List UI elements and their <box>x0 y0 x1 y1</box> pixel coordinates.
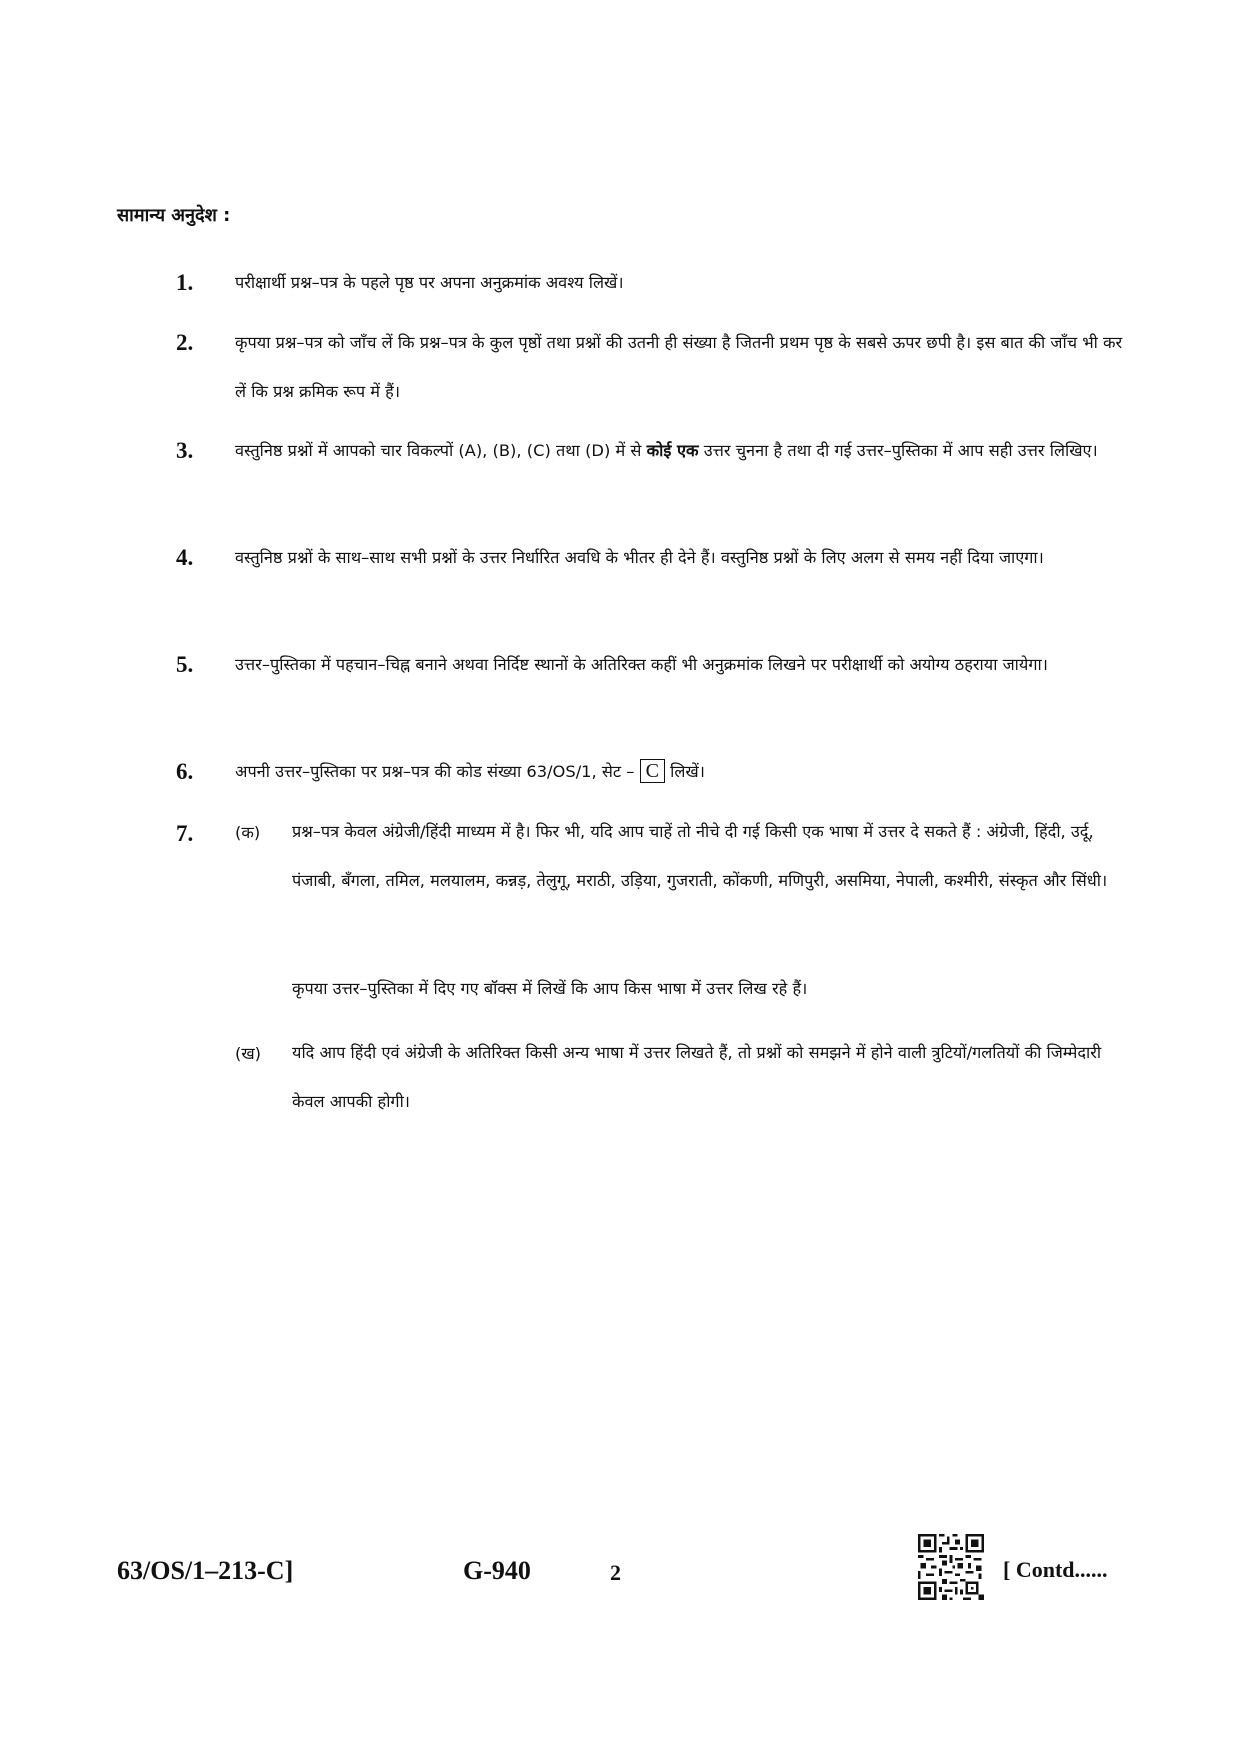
instruction-text-end: लिखें। <box>670 762 705 781</box>
instruction-number: 4. <box>176 545 194 570</box>
page-number: 2 <box>610 1560 621 1585</box>
instruction-number: 1. <box>176 270 194 295</box>
continued-label: [ Contd...... <box>1003 1557 1108 1582</box>
instruction-text: उत्तर–पुस्तिका में पहचान–चिह्न बनाने अथवा निर्दिष्ट स्थानों के अतिरिक्त कहीं भी अनुक्रमांक लिखने पर परीक्षार्थी को अयोग्य ठहराया जायेगा। <box>235 655 1048 674</box>
instruction-number: 2. <box>176 330 194 355</box>
sub-label-ka: (क) <box>235 823 261 842</box>
instruction-text: वस्तुनिष्ठ प्रश्नों के साथ–साथ सभी प्रश्नों के उत्तर निर्धारित अवधि के भीतर ही देने हैं। वस्तुनिष्ठ प्रश्नों के लिए अलग से समय नहीं दिया जाएगा। <box>235 548 1044 567</box>
instruction-text: कृपया प्रश्न–पत्र को जाँच लें कि प्रश्न–पत्र के कुल पृष्ठों तथा प्रश्नों की उतनी ही संख्या है जितनी प्रथम पृष्ठ के सबसे ऊपर छपी है। इस बात की जाँच भी कर लें कि प्रश्न क्रमिक रूप में हैं। <box>235 333 1123 401</box>
instruction-number: 6. <box>176 759 194 784</box>
paper-code: 63/OS/1–213-C] <box>117 1556 294 1585</box>
language-note: कृपया उत्तर–पुस्तिका में दिए गए बॉक्स में लिखें कि आप किस भाषा में उत्तर लिख रहे हैं। <box>292 979 808 998</box>
sub-text-kha: यदि आप हिंदी एवं अंग्रेजी के अतिरिक्त किसी अन्य भाषा में उत्तर लिखते हैं, तो प्रश्नों को समझने में होने वाली त्रुटियों/गलतियों की जिम्मेदारी केवल आपकी होगी। <box>292 1043 1102 1111</box>
instruction-text-end: उत्तर चुनना है तथा दी गई उत्तर–पुस्तिका में आप सही उत्तर लिखिए। <box>703 441 1098 460</box>
instruction-number: 3. <box>176 438 194 463</box>
page-heading: सामान्य अनुदेश : <box>117 205 231 226</box>
instruction-text-emphasis: कोई एक <box>646 441 699 460</box>
instruction-number: 5. <box>176 652 194 677</box>
instruction-number: 7. <box>176 821 194 846</box>
sub-label-kha: (ख) <box>235 1044 262 1063</box>
sub-text-ka: प्रश्न–पत्र केवल अंग्रेजी/हिंदी माध्यम में है। फिर भी, यदि आप चाहें तो नीचे दी गई किसी एक भाषा में उत्तर दे सकते हैं : अंग्रेजी, हिंदी, उर्दू, पंजाबी, बँगला, तमिल, मलयालम, कन्नड़, तेलुगू, मराठी, उड़िया, गुजराती, कोंकणी, मणिपुरी, असमिया, नेपाली, कश्मीरी, संस्कृत और सिंधी। <box>292 822 1108 890</box>
instruction-text <box>235 747 1131 796</box>
instruction-text <box>235 426 1131 475</box>
instruction-text-start: अपनी उत्तर–पुस्तिका पर प्रश्न–पत्र की कोड संख्या 63/OS/1, सेट – <box>235 762 635 781</box>
qr-code-icon <box>918 1534 984 1600</box>
instruction-text-start: वस्तुनिष्ठ प्रश्नों में आपको चार विकल्पों (A), (B), (C) तथा (D) में से <box>235 441 642 460</box>
instruction-text: परीक्षार्थी प्रश्न–पत्र के पहले पृष्ठ पर अपना अनुक्रमांक अवश्य लिखें। <box>235 273 624 292</box>
series-code: G-940 <box>463 1556 531 1585</box>
set-code-box: C <box>640 759 665 783</box>
